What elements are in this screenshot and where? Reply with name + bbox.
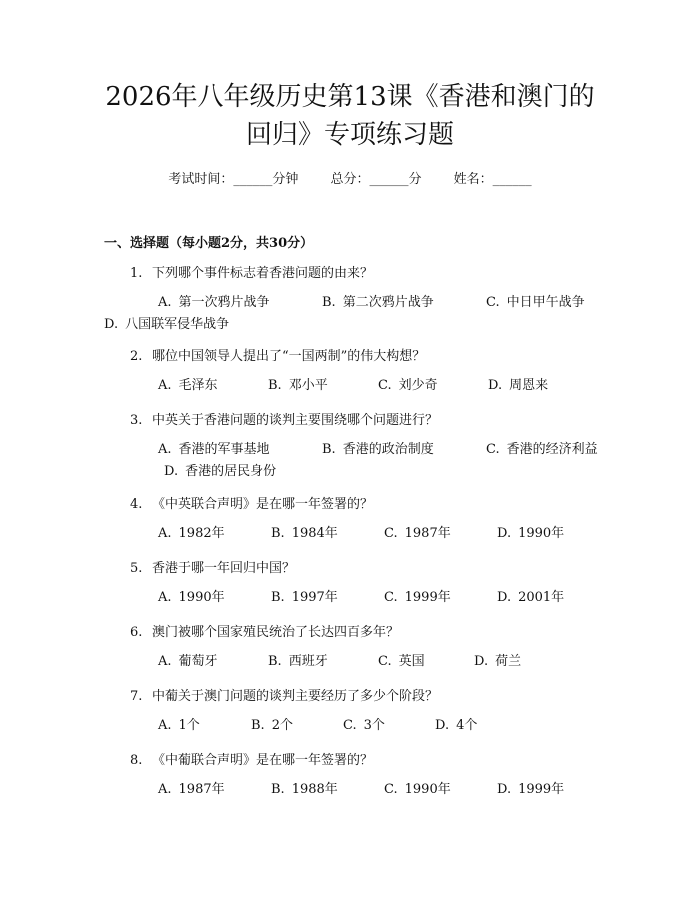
exam-info [0, 168, 700, 187]
exam-time-field: 考试时间：______分钟 [168, 172, 299, 187]
question-text: 下列哪个事件标志着香港问题的由来？ [152, 266, 374, 281]
question-number: 6. [130, 625, 143, 640]
page-title [60, 78, 640, 154]
option-d[interactable]: D. 八国联军侵华战争 [104, 317, 230, 332]
option-d[interactable]: D. 2001年 [497, 590, 565, 605]
question-7-options [104, 715, 604, 737]
option-b[interactable]: B. 邓小平 [268, 378, 328, 393]
option-a[interactable]: A. 第一次鸦片战争 [158, 295, 270, 310]
question-text: 中英关于香港问题的谈判主要围绕哪个问题进行？ [152, 413, 439, 428]
question-8-options [104, 779, 604, 801]
question-text: 澳门被哪个国家殖民统治了长达四百多年？ [152, 625, 400, 640]
question-4 [130, 493, 373, 512]
question-number: 5. [130, 561, 143, 576]
option-c[interactable]: C. 刘少奇 [378, 378, 438, 393]
option-a[interactable]: A. 1982年 [158, 526, 225, 541]
question-3 [130, 409, 438, 428]
option-b[interactable]: B. 1984年 [271, 526, 338, 541]
question-5 [130, 557, 295, 576]
option-b[interactable]: B. 西班牙 [268, 654, 328, 669]
title-line-2: 回归》专项练习题 [245, 120, 454, 150]
question-number: 1. [130, 266, 143, 281]
option-b[interactable]: B. 香港的政治制度 [322, 442, 434, 457]
question-3-options [104, 439, 604, 483]
question-text: 中葡关于澳门问题的谈判主要经历了多少个阶段？ [152, 689, 439, 704]
title-line-1: 2026年八年级历史第13课《香港和澳门的 [105, 82, 595, 112]
question-2-options [104, 375, 604, 397]
option-c[interactable]: C. 中日甲午战争 [486, 295, 585, 310]
question-text: 香港于哪一年回归中国？ [152, 561, 296, 576]
option-b[interactable]: B. 2个 [251, 718, 293, 733]
question-number: 4. [130, 497, 143, 512]
option-c[interactable]: C. 1990年 [384, 782, 451, 797]
question-5-options [104, 587, 604, 609]
option-a[interactable]: A. 香港的军事基地 [158, 442, 270, 457]
question-8 [130, 749, 373, 768]
option-a[interactable]: A. 1个 [158, 718, 200, 733]
option-a[interactable]: A. 毛泽东 [158, 378, 218, 393]
question-1-options [104, 292, 604, 336]
question-7 [130, 685, 438, 704]
option-d[interactable]: D. 1990年 [497, 526, 565, 541]
option-d[interactable]: D. 香港的居民身份 [164, 464, 277, 479]
option-a[interactable]: A. 葡萄牙 [158, 654, 218, 669]
question-2 [130, 345, 425, 364]
option-c[interactable]: C. 1999年 [384, 590, 451, 605]
option-c[interactable]: C. 3个 [343, 718, 385, 733]
question-number: 3. [130, 413, 143, 428]
student-name-field: 姓名：______ [453, 172, 532, 187]
option-b[interactable]: B. 1988年 [271, 782, 338, 797]
option-d[interactable]: D. 1999年 [497, 782, 565, 797]
option-a[interactable]: A. 1987年 [158, 782, 225, 797]
option-b[interactable]: B. 第二次鸦片战争 [322, 295, 434, 310]
question-number: 2. [130, 349, 143, 364]
option-c[interactable]: C. 香港的经济利益 [486, 442, 598, 457]
option-c[interactable]: C. 1987年 [384, 526, 451, 541]
question-number: 8. [130, 753, 143, 768]
option-a[interactable]: A. 1990年 [158, 590, 225, 605]
question-text: 哪位中国领导人提出了“一国两制”的伟大构想？ [152, 349, 426, 364]
option-b[interactable]: B. 1997年 [271, 590, 338, 605]
question-6-options [104, 651, 604, 673]
question-text: 《中英联合声明》是在哪一年签署的？ [152, 497, 374, 512]
question-4-options [104, 523, 604, 545]
option-d[interactable]: D. 周恩来 [488, 378, 549, 393]
section-heading: 一、选择题（每小题2分，共30分） [104, 236, 314, 251]
question-1 [130, 262, 373, 281]
question-6 [130, 621, 399, 640]
total-score-field: 总分：______分 [330, 172, 422, 187]
option-d[interactable]: D. 4个 [435, 718, 478, 733]
option-c[interactable]: C. 英国 [378, 654, 425, 669]
question-number: 7. [130, 689, 143, 704]
option-d[interactable]: D. 荷兰 [474, 654, 522, 669]
question-text: 《中葡联合声明》是在哪一年签署的？ [152, 753, 374, 768]
